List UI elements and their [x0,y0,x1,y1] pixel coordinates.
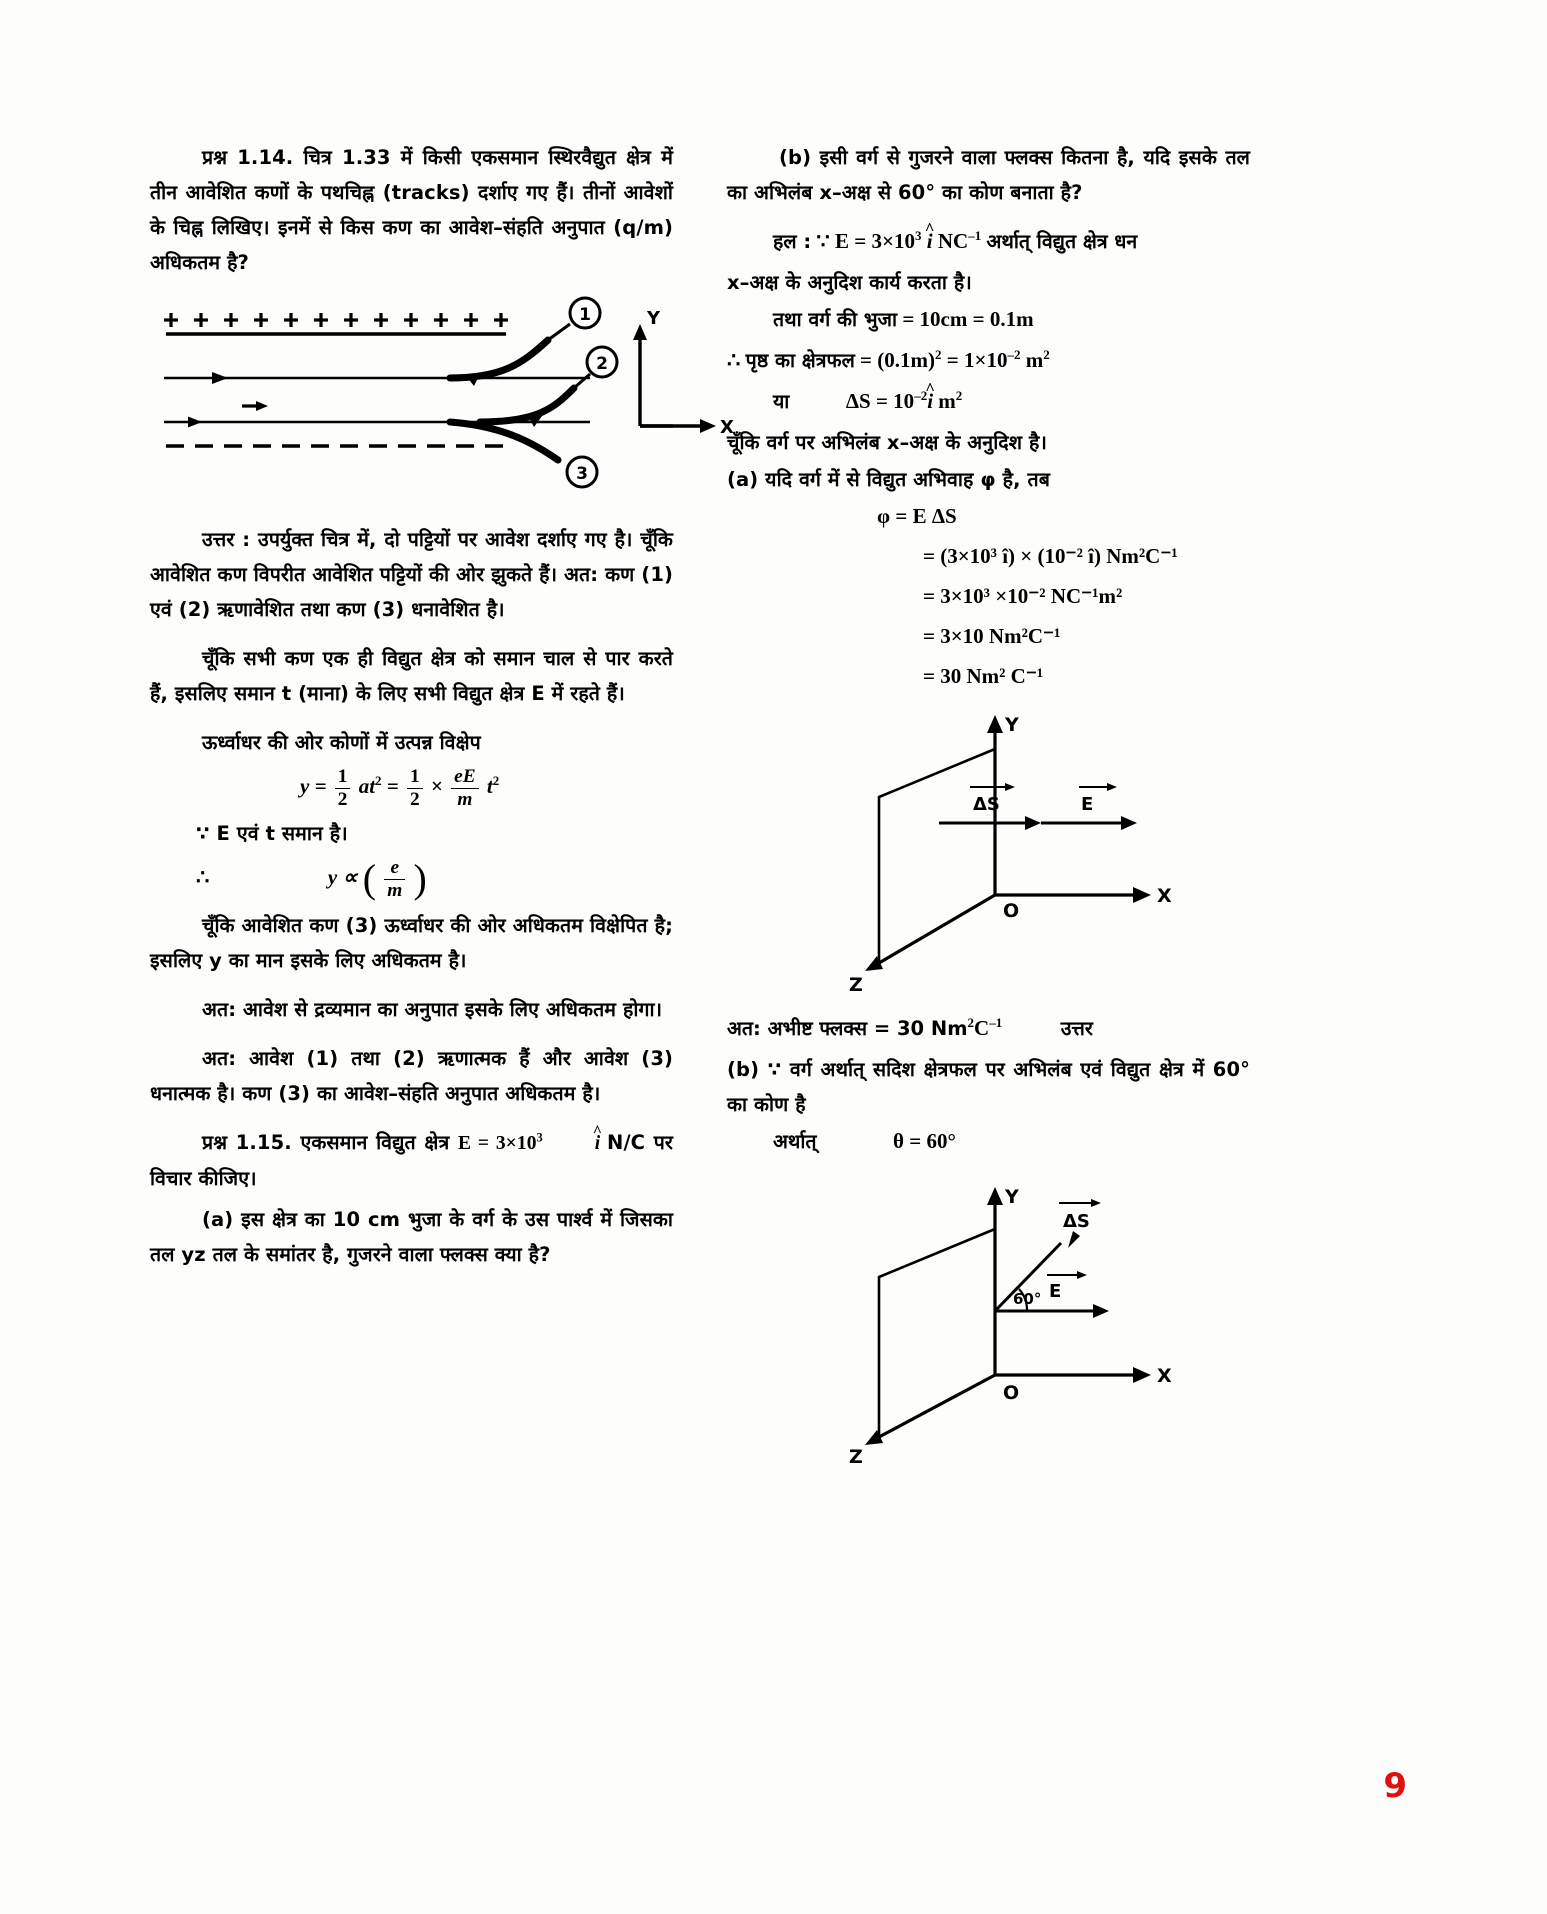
fig-b-axis-x-label: X [1157,1365,1172,1387]
fig-a-e-arrowhead [1121,816,1137,830]
paren-close: ) [413,856,427,902]
answer-paragraph-2: चूँकि सभी कण एक ही विद्युत क्षेत्र को समान चाल से पार करते हैं, इसलिए समान t (माना) के लिए सभी विद्युत क्षेत्र E में रहते हैं। [150,647,673,705]
result-pow: 2 [967,1015,975,1030]
fig-a-axis-z-label: Z [849,974,863,996]
answer-paragraph-4: चूँकि आवेशित कण (3) ऊर्ध्वाधर की ओर अधिकतम विक्षेपित है; इसलिए y का मान इसके लिए अधिकतम है। [150,913,673,972]
fig-b-e-arrowhead [1093,1304,1109,1318]
sol4-p2: –2 [1007,347,1021,362]
fig-b-e-label: E [1049,1281,1062,1302]
answer-paragraph-1: उत्तर : उपर्युक्त चित्र में, दो पट्टियों पर आवेश दर्शाए गए है। चूँकि आवेशित कण विपरीत आवेशित पट्टियों की ओर झुकते हैं। अत: कण (1) एवं (2) ऋणावेशित तथा कण (3) धनावेशित है। [150,528,673,621]
sol4-eq2: = 1×10 [946,348,1008,372]
answer-paragraph-5: अत: आवेश से द्रव्यमान का अनुपात इसके लिए अधिकतम होगा। [202,997,663,1021]
question-1-15b-text: (b) इसी वर्ग से गुजरने वाला फ्लक्स कितना है, यदि इसके तल का अभिलंब x–अक्ष से 60° का कोण बनाता है? [727,146,1250,204]
fig-a-axis-x-arrowhead [1133,887,1151,903]
sol5-unit: m [938,389,956,413]
eq-y-lhs: y = [300,773,327,798]
flux3-lhs: = [923,624,935,648]
axis-y-arrowhead [633,324,647,340]
figure-3d-flux-normal [727,705,1250,1005]
page-number: 9 [1383,1766,1407,1806]
eq-half-1-num: 1 [335,766,351,789]
flux-equation-3 [727,619,1250,653]
eq-at: at [358,773,376,798]
result-unit-pow: –1 [989,1015,1003,1030]
eq-t: t [486,773,493,798]
figure-charged-particle-tracks [150,296,734,496]
sol-lead: हल : [773,230,812,253]
eq-times: × [430,773,443,798]
question-1-14-text: प्रश्न 1.14. चित्र 1.33 में किसी एकसमान स्थिरवैद्युत क्षेत्र में तीन आवेशित कणों के पथचिह्न (tracks) दर्शाए गए हैं। तीनों आवेशों के चिह्न लिखिए। इनमें से किस कण का आवेश–संहति अनुपात (q/m) अधिकतम है? [150,146,673,274]
q115-tail: N/C पर विचार कीजिए। [150,1130,674,1190]
flux2-lhs: = [923,584,935,608]
solution-line-2: x–अक्ष के अनुदिश कार्य करता है। [727,271,972,294]
equation-deflection [150,766,673,810]
sol3-eq: = 10cm = 0.1m [902,307,1034,331]
sol-ihat: ^ i [927,224,933,258]
fig-b-axis-y-arrowhead [987,1187,1003,1205]
result-flux-line [727,1011,1250,1046]
sol-exp: 3 [915,228,922,243]
answer-paragraph-3: ऊर्ध्वाधर की ओर कोणों में उत्पन्न विक्षेप [202,731,481,754]
eq-half-2-den: 2 [410,788,420,810]
sol-eq: E = 3×10 [835,229,915,253]
fig-b-delta-s-arrowhead [1068,1231,1080,1248]
solution-line-3 [727,302,1250,337]
axis-x-arrowhead [700,419,716,433]
flux4-lhs: = [923,664,935,688]
flux0-lhs: φ = [877,504,908,528]
eq-eE-over-m [451,766,478,810]
part-b-line-1: (b) ∵ वर्ग अर्थात् सदिश क्षेत्रफल पर अभिलंब एवं विद्युत क्षेत्र में 60° का कोण है [727,1058,1250,1116]
figure-3d-flux-angle [727,1171,1250,1471]
result-unit: C [974,1016,990,1040]
figure-3d-a-svg [727,705,1250,1005]
flux-equation-2 [727,579,1250,613]
fig-b-e-vector-tip [1077,1271,1087,1279]
track-arrow-lower [188,417,202,428]
fig-a-origin-label: O [1003,900,1020,922]
track-curve-3 [450,422,558,460]
sol5-eq: ΔS = 10 [845,389,915,413]
track-label-3: 3 [576,464,588,484]
question-1-15a-text: (a) इस क्षेत्र का 10 cm भुजा के वर्ग के उस पार्श्व में जिसका तल yz तल के समांतर है, गुजरने वाला फ्लक्स क्या है? [150,1207,673,1266]
flux1-lhs: = [923,544,935,568]
paren-open: ( [362,856,376,902]
sol-unit-exp: –1 [968,228,982,243]
flux0-rhs: E ΔS [912,504,957,528]
track-curve-2 [480,388,574,422]
track-label-1: 1 [579,305,591,325]
eq-t-pow: 2 [492,772,500,788]
track-label-2: 2 [596,354,608,374]
prop-lhs: y ∝ [327,865,358,890]
sol-tail: अर्थात् विद्युत क्षेत्र धन [986,230,1138,253]
sol4-hi: पृष्ठ का क्षेत्रफल [745,349,855,372]
fig-a-e-vector-tip [1107,783,1117,791]
fig-b-angle-label: 60° [1013,1290,1042,1308]
eq-equals-2: = [386,773,399,798]
part-b-line-2 [727,1124,1250,1159]
fig-b-axis-x-arrowhead [1133,1367,1151,1383]
sol4-p1: 2 [935,347,942,362]
eq-eE-den: m [457,788,473,810]
sol3-hi: तथा वर्ग की भुजा [773,308,898,331]
fig-b-origin-label: O [1003,1382,1020,1404]
solution-line-7: (a) यदि वर्ग में से विद्युत अभिवाह φ है, तब [727,468,1050,491]
fig-a-e-label: E [1081,794,1094,815]
prop-num: e [384,857,405,880]
two-column-body [150,140,1400,1477]
answer-tag: उत्तर [1060,1017,1093,1040]
sol-because: ∵ [816,229,830,253]
positive-plate-charges [164,313,508,327]
question-1-15-text [150,1125,673,1196]
flux-equation-1 [727,539,1250,573]
solution-line-5 [727,384,1250,419]
fig-a-delta-s-vector-tip [1005,783,1015,791]
right-column [727,140,1250,1477]
eq-half-1-den: 2 [337,788,348,810]
eq-eE-num: eE [451,766,478,789]
answer-paragraph-6: अत: आवेश (1) तथा (2) ऋणात्मक हैं और आवेश (3) धनात्मक है। कण (3) का आवेश–संहति अनुपात अधिकतम है। [150,1046,673,1105]
track1-leader [548,324,570,340]
tracks-svg [150,296,673,496]
sol4-sym: ∴ [727,348,741,372]
left-column [150,140,734,1477]
result-text: अत: अभीष्ट फ्लक्स = 30 Nm [727,1017,968,1040]
flux4-rhs: 30 Nm² C⁻¹ [940,664,1044,688]
fig-b-delta-s-label: ΔS [1063,1211,1090,1232]
proportionality-line [150,857,673,901]
sol5-p2: 2 [955,388,963,403]
eq-half-1 [335,766,351,810]
fig-a-axis-y-arrowhead [987,715,1003,733]
q115-exp: 3 [536,1130,543,1144]
sol4-p3: 2 [1043,347,1050,362]
solution-line-4 [727,343,1250,378]
q115-formula: E = 3×10 [457,1132,537,1154]
partb2-eq: θ = 60° [893,1129,956,1153]
fig-a-delta-s-label: ΔS [973,794,1000,815]
fig-b-square-plane [879,1229,995,1437]
fig-b-axis-z-label: Z [849,1446,863,1468]
axis-x-label: X [720,417,734,438]
prop-den: m [387,879,403,901]
flux1-rhs: (3×10³ î) × (10⁻² î) Nm²C⁻¹ [940,544,1178,568]
eq-at-pow: 2 [375,772,382,788]
prop-fraction [384,857,405,901]
fig-a-axis-x-label: X [1157,885,1172,907]
equation-assumption-note: ∵ E एवं t समान है। [196,822,348,846]
flux-equation-0 [727,499,1250,533]
flux2-rhs: 3×10³ ×10⁻² NC⁻¹m² [940,584,1123,608]
track2-leader [574,374,590,388]
sol5-ihat: ^ i [927,384,933,418]
field-arrowhead-1 [256,401,268,411]
therefore-symbol: ∴ [196,865,210,890]
sol4-eq: = (0.1m) [860,348,935,372]
q115-prefix: प्रश्न 1.15. एकसमान विद्युत क्षेत्र [202,1130,450,1154]
fig-b-delta-s-vector-tip [1091,1199,1101,1207]
track-arrow-middle [212,372,228,384]
solution-line-6: चूँकि वर्ग पर अभिलंब x–अक्ष के अनुदिश है। [727,431,1047,454]
fig-b-axis-y-label: Y [1005,1186,1019,1208]
eq-half-2 [407,766,423,810]
flux3-rhs: 3×10 Nm²C⁻¹ [940,624,1061,648]
track-curve-1 [450,340,548,378]
eq-half-2-num: 1 [407,766,423,789]
q115-ihat: ^ i [543,1126,601,1161]
partb2-hi: अर्थात् [773,1130,817,1153]
sol5-hi: या [773,390,790,413]
sol-unit: NC [937,229,969,253]
fig-a-square-plane [879,749,995,963]
sol5-p1: –2 [914,388,928,403]
figure-3d-b-svg [727,1171,1250,1471]
axis-y-label: Y [647,308,661,329]
flux-equation-4 [727,659,1250,693]
sol4-unit: m [1025,348,1044,372]
fig-a-delta-s-arrowhead [1025,816,1041,830]
fig-a-axis-y-label: Y [1005,714,1019,736]
solution-line-1 [727,224,1250,259]
